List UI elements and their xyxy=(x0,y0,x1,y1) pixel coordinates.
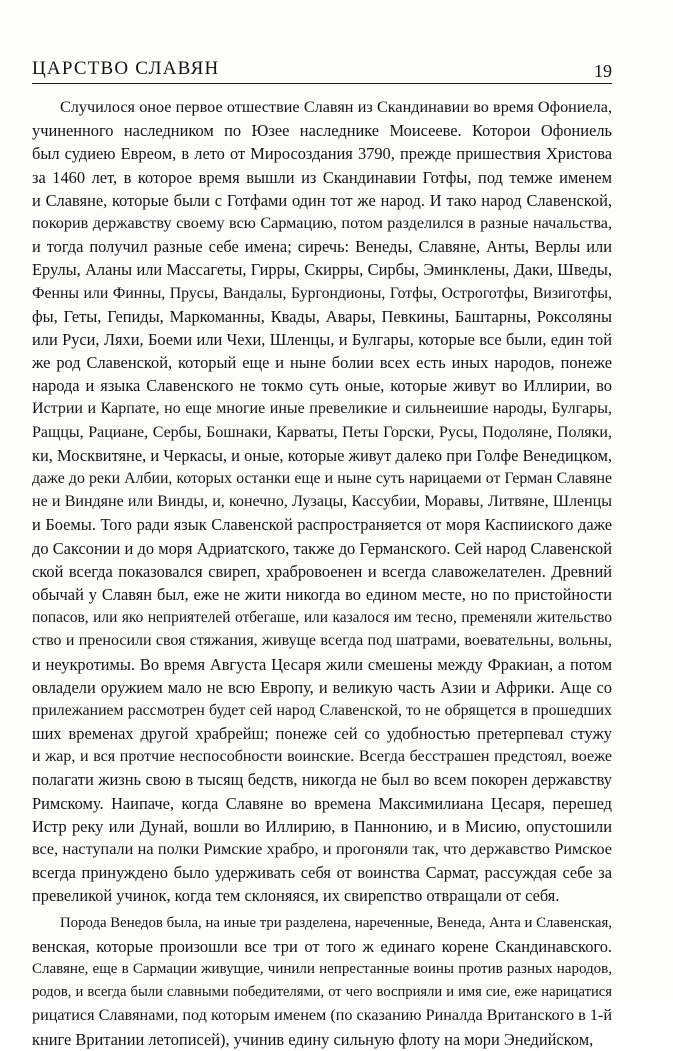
text-line: ки, Москвитяне, и Черкасы, и оные, которые живут далеко при Голфе Венедицком, xyxy=(32,445,612,465)
text-line: превеликой учинок, когда тем склоняяся, их свирепство отвращали от себя. xyxy=(32,886,560,906)
text-line: Случилося оное первое отшествие Славян из Скандинавии во время Офониела, xyxy=(60,98,612,116)
paragraph xyxy=(32,912,612,1051)
text-line: покорив державству своему всю Сармацию, потом разделился в разные начальства, xyxy=(32,213,612,232)
text-line: даже до реки Албии, которых останки еще и ныне суть нарицаеми от Герман Славяне xyxy=(32,470,612,487)
text-line: все, наступали на полки Римские храбро, и прогоняли так, что державство Римское xyxy=(32,840,612,858)
text-line: был судиею Евреом, в лето от Миросоздания 3790, прежде пришествия Христова xyxy=(32,144,612,164)
text-line: Истр реку или Дунай, вошли во Иллирию, в Паннонию, и в Мисию, опустошили xyxy=(32,816,612,836)
text-line: же род Славенской, который еще и ныне болии всех есть иных народов, понеже xyxy=(32,353,612,373)
text-line: и Славяне, которые были с Готфами один тот же народ. И тако народ Славенской, xyxy=(32,190,612,210)
body-text xyxy=(32,96,612,1051)
text-line: Порода Венедов была, на иные три разделена, нареченные, Венеда, Анта и Славенская, xyxy=(60,914,612,931)
text-line: обычай у Славян был, еже не жити никогда во едином месте, но по пристойности xyxy=(32,584,612,604)
page-number: 19 xyxy=(594,61,612,81)
text-line: Славяне, еще в Сармации живущие, чинили непрестанные воины против разных народов, xyxy=(32,960,612,977)
header-rule xyxy=(32,83,612,84)
text-line: ших временах другой храбрейш; понеже сей со удобностью претерпевал стужу xyxy=(32,724,612,744)
text-line: овладели оружием мало не всю Европу, и великую часть Азии и Африки. Аще со xyxy=(32,677,612,697)
text-line: Ерулы, Аланы или Массагеты, Гирры, Скирры, Сирбы, Эминклены, Даки, Шведы, xyxy=(32,260,612,280)
text-line: Истрии и Карпате, но еще многие иные превеликие и сильнеишие народы, Булгары, xyxy=(32,400,612,418)
text-line: полагати жизнь свою в тысящ бедств, никогда не был во всем покорен державству xyxy=(32,770,612,790)
text-line: не и Виндяне или Винды, и, конечно, Лузацы, Кассубии, Моравы, Литвяне, Шленцы xyxy=(32,493,612,511)
text-line: Римскому. Наипаче, когда Славяне во времена Максимилиана Цесаря, перешед xyxy=(32,793,612,813)
text-line: попасов, или яко неприятелей отбегаше, или казалося им тесно, пременяли жительство xyxy=(32,609,612,627)
text-line: учиненного наследником по Юзее наследнике Моисееве. Которои Офониель xyxy=(32,121,612,141)
page-header xyxy=(32,54,612,82)
text-line: фы, Геты, Гепиды, Маркоманны, Квады, Авары, Певкины, Баштарны, Роксоляны xyxy=(32,306,612,326)
text-line: и Боемы. Того ради язык Славенской распространяется от моря Каспииского даже xyxy=(32,515,612,535)
running-title: ЦАРСТВО СЛАВЯН xyxy=(32,58,220,79)
paragraph xyxy=(32,96,612,908)
text-line: или Руси, Ляхи, Боеми или Чехи, Шленцы, и Булгары, которые все были, един той xyxy=(32,329,612,349)
text-line: и неукротимы. Во время Августа Цесаря жили смешены между Фракиан, а потом xyxy=(32,654,612,674)
text-line: венская, которые произошли все три от того ж единаго корене Скандинавского. xyxy=(32,936,612,956)
text-line: ство и преносили своя стяжания, живуще всегда под шатрами, воевательны, вольны, xyxy=(32,632,612,650)
text-line: Ращцы, Рациане, Сербы, Бошнаки, Карваты, Петы Горски, Русы, Подоляне, Поляки, xyxy=(32,423,612,441)
text-line: рицатися Славянами, под которым именем (по сказанию Риналда Вританского в 1-й xyxy=(32,1006,612,1025)
text-line: книге Вритании летописей), учинив едину сильную флоту на мори Энедийском, xyxy=(32,1029,594,1049)
text-line: прилежанием рассмотрен будет сей народ Славенской, то не обрящется в прошедших xyxy=(32,701,612,719)
text-line: народа и языка Славенского не токмо суть оные, которые живут во Иллирии, во xyxy=(32,376,612,396)
text-line: до Саксонии и до моря Адриатского, также до Германского. Сей народ Славенской xyxy=(32,538,612,558)
text-line: всегда принуждено было удерживать себя от воинства Сармат, рассуждая себе за xyxy=(32,863,612,883)
text-line: и жар, и вся протчие неспособности воинские. Всегда бесстрашен предстоял, воеже xyxy=(32,748,612,766)
text-line: и тогда получил разные себе имена; сиречь: Венеды, Славяне, Анты, Верлы или xyxy=(32,237,612,257)
text-line: Фенны или Финны, Прусы, Вандалы, Бургондионы, Готфы, Остроготфы, Визиготфы, xyxy=(32,284,612,302)
text-line: родов, и всегда были славными победителями, от чего восприяли и имя сие, еже нарицатися xyxy=(32,984,612,1001)
text-line: ской всегда показовался свиреп, храбровоенен и всегда славожелателен. Древний xyxy=(32,561,612,581)
text-line: за 1460 лет, в которое время вышли из Скандинавии Готфы, под темже именем xyxy=(32,167,612,187)
